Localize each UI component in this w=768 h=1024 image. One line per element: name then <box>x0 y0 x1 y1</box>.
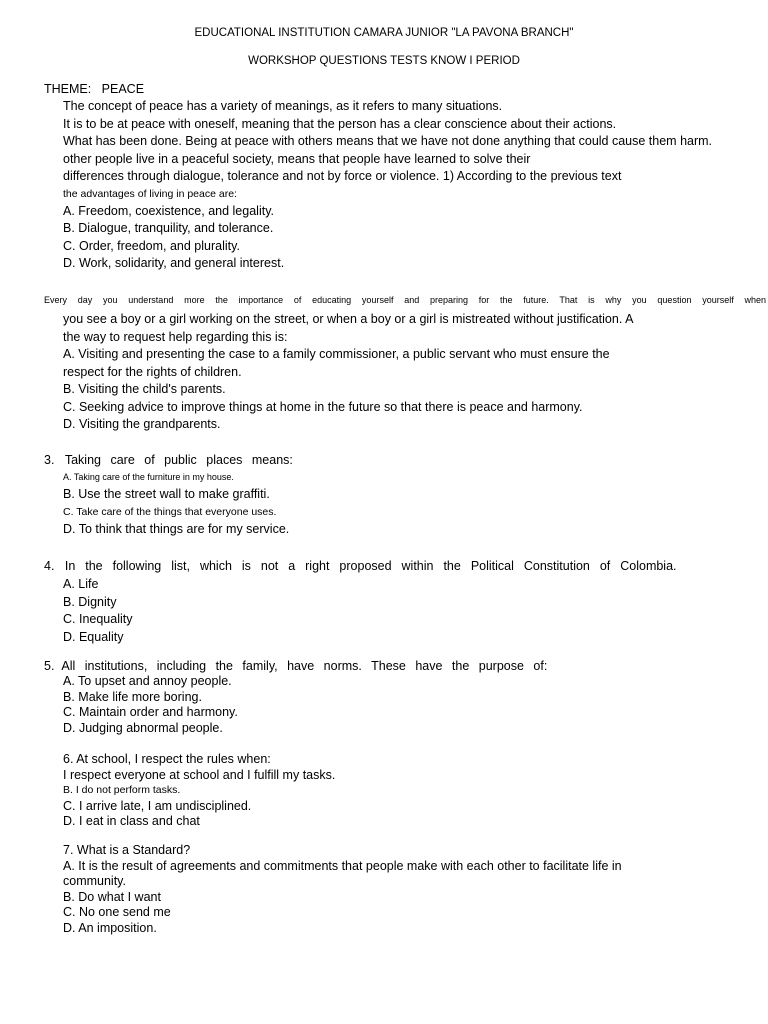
q4-option: D. Equality <box>63 629 124 644</box>
q2-line: you see a boy or a girl working on the street, or when a boy or a girl is mistreated without justification. A <box>63 312 634 326</box>
q1-option: D. Work, solidarity, and general interest. <box>63 256 285 270</box>
intro-paragraph <box>63 98 712 273</box>
intro-line: What has been done. Being at peace with others means that we have not done anything that could cause them harm. <box>63 134 713 148</box>
q2-lead: Every day you understand more the importance of educating yourself and preparing for the future. That is why you question yourself when <box>44 295 766 305</box>
q3-option-d: D. To think that things are for my service. <box>63 521 290 536</box>
q2-block <box>63 311 633 434</box>
q4-option: C. Inequality <box>63 612 133 626</box>
q4-number: 4. <box>44 559 55 573</box>
q6-option-a: I respect everyone at school and I fulfill my tasks. <box>63 767 336 782</box>
q4-prompt: In the following list, which is not a right proposed within the Political Constitution of Colombia. <box>64 559 677 573</box>
q6-option-c: C. I arrive late, I am undisciplined. <box>63 798 252 813</box>
q5-number: 5. <box>44 659 55 673</box>
q1-option: B. Dialogue, tranquility, and tolerance. <box>63 221 274 235</box>
q7-option: C. No one send me <box>63 905 171 919</box>
q6-option-d: D. I eat in class and chat <box>63 814 200 828</box>
q6-option-b: B. I do not perform tasks. <box>63 784 181 796</box>
q6-block <box>63 752 335 830</box>
workshop-subtitle: WORKSHOP QUESTIONS TESTS KNOW I PERIOD <box>248 55 520 67</box>
q2-line: the way to request help regarding this is: <box>63 329 288 344</box>
intro-line: other people live in a peaceful society, means that people have learned to solve their <box>63 151 531 166</box>
theme-line <box>44 81 144 99</box>
theme-value: PEACE <box>101 82 145 96</box>
q3-options <box>63 469 289 538</box>
q5-option: C. Maintain order and harmony. <box>63 705 238 719</box>
q3-option-a: A. Taking care of the furniture in my house. <box>63 472 234 482</box>
q7-option: D. An imposition. <box>63 920 157 935</box>
q2-option-a-line1: A. Visiting and presenting the case to a family commissioner, a public servant who must ensure the <box>63 347 610 361</box>
theme-label: THEME: <box>44 82 92 96</box>
q7-block <box>63 843 622 936</box>
q2-option: B. Visiting the child's parents. <box>63 382 226 396</box>
q3-option-b: B. Use the street wall to make graffiti. <box>63 487 270 501</box>
q2-option: D. Visiting the grandparents. <box>63 417 221 431</box>
q1-option: C. Order, freedom, and plurality. <box>63 238 240 253</box>
q4-option: A. Life <box>63 577 99 591</box>
q5-prompt-line <box>44 658 547 676</box>
q2-option: C. Seeking advice to improve things at home in the future so that there is peace and harmony. <box>63 399 583 414</box>
q4-options <box>63 576 132 646</box>
intro-line: The concept of peace has a variety of meanings, as it refers to many situations. <box>63 99 503 113</box>
q5-option: A. To upset and annoy people. <box>63 674 232 688</box>
q5-option: D. Judging abnormal people. <box>63 720 223 735</box>
q5-options <box>63 674 238 736</box>
intro-line: differences through dialogue, tolerance and not by force or violence. 1) According to the previous text <box>63 169 622 183</box>
q4-option: B. Dignity <box>63 594 117 609</box>
q3-prompt-line <box>44 452 293 470</box>
q3-number: 3. <box>44 453 55 467</box>
q7-option-a-line1: A. It is the result of agreements and commitments that people make with each other to facilitate life in <box>63 858 622 873</box>
q2-option-a-line2: respect for the rights of children. <box>63 364 242 379</box>
q3-option-c: C. Take care of the things that everyone uses. <box>63 505 277 518</box>
q7-prompt: 7. What is a Standard? <box>63 843 191 857</box>
q1-prompt: the advantages of living in peace are: <box>63 187 237 200</box>
q3-prompt: Taking care of public places means: <box>64 453 293 467</box>
institution-title: EDUCATIONAL INSTITUTION CAMARA JUNIOR "LA PAVONA BRANCH" <box>194 27 574 39</box>
q6-prompt: 6. At school, I respect the rules when: <box>63 752 271 766</box>
q7-option-a-line2: community. <box>63 874 126 888</box>
intro-line: It is to be at peace with oneself, meaning that the person has a clear conscience about their actions. <box>63 116 617 131</box>
q4-prompt-line <box>44 558 677 576</box>
q5-option: B. Make life more boring. <box>63 689 202 704</box>
q7-option: B. Do what I want <box>63 889 161 904</box>
q1-option: A. Freedom, coexistence, and legality. <box>63 203 274 218</box>
q5-prompt: All institutions, including the family, have norms. These have the purpose of: <box>61 659 548 673</box>
